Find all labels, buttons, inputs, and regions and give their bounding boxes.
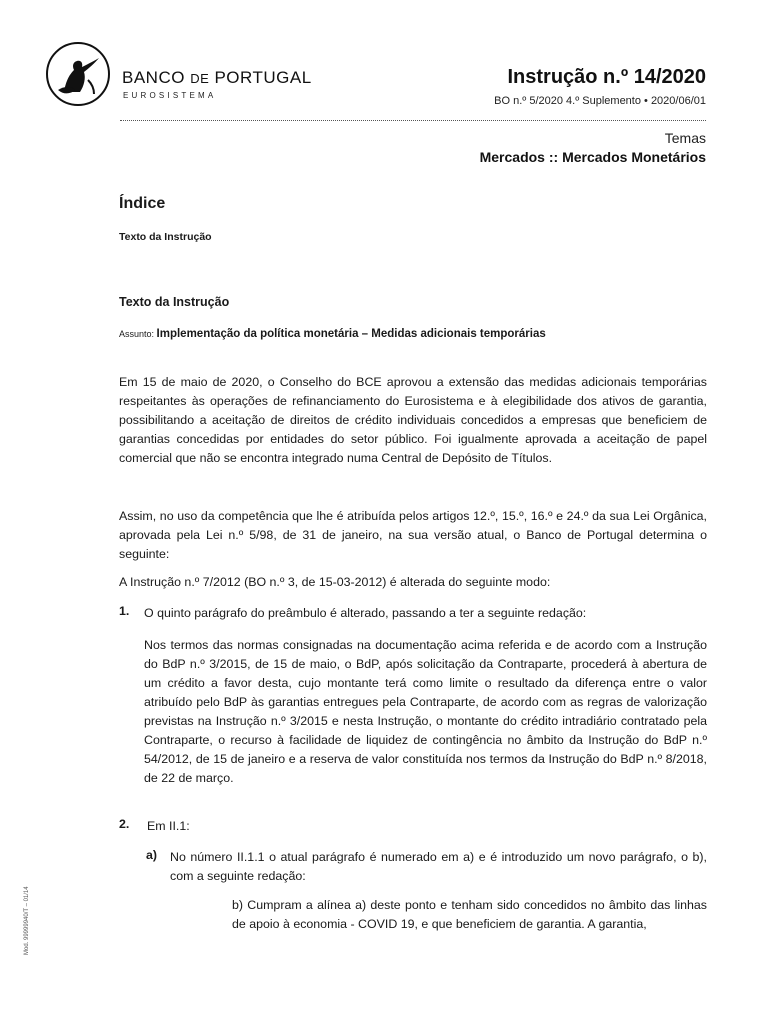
brand-subtitle: EUROSISTEMA: [123, 91, 217, 100]
document-title: Instrução n.º 14/2020: [507, 66, 706, 88]
subitem-letter-a: a): [146, 848, 158, 862]
item-1-text: O quinto parágrafo do preâmbulo é alterado, passando a ter a seguinte redação:: [144, 606, 587, 620]
paragraph-intro: Em 15 de maio de 2020, o Conselho do BCE aprovou a extensão das medidas adicionais temporárias respeitantes às operações de refinanciamento do Eurosistema e à elegibilidade dos ativos de garantia, possibilitando a aceitação de direitos de crédito individuais concedidos a empresas que beneficiem de garantias concedidas por entidades do setor público. Foi igualmente aprovada a aceitação de papel comercial que não se encontra integrado numa Central de Depósito de Títulos.: [119, 375, 707, 465]
item-number-1: 1.: [119, 604, 130, 618]
paragraph-competence: Assim, no uso da competência que lhe é atribuída pelos artigos 12.º, 15.º, 16.º e 24.º da sua Lei Orgânica, aprovada pela Lei n.º 5/98, de 31 de janeiro, na sua versão atual, o Banco de Portugal determina o seguinte:: [119, 509, 707, 561]
subject-line: [119, 324, 546, 342]
item-number-2: 2.: [119, 817, 130, 831]
form-code: Mod. 99999940/T – 01/14: [24, 886, 30, 955]
bank-emblem-logo: [44, 40, 112, 108]
document-meta: BO n.º 5/2020 4.º Suplemento • 2020/06/01: [494, 95, 706, 107]
brand-name: BANCO DE PORTUGAL: [122, 68, 312, 87]
header-divider: [120, 120, 706, 121]
index-link-texto-instrucao[interactable]: Texto da Instrução: [119, 231, 212, 243]
subject-label: Assunto:: [119, 329, 157, 339]
themes-value: Mercados :: Mercados Monetários: [479, 149, 706, 165]
index-heading: Índice: [119, 195, 166, 212]
themes-label: Temas: [664, 130, 706, 146]
section-heading: Texto da Instrução: [119, 295, 230, 309]
item-2-text: Em II.1:: [147, 819, 190, 833]
subitem-a-text: No número II.1.1 o atual parágrafo é numerado em a) e é introduzido um novo parágrafo, o b), com a seguinte redação:: [170, 850, 707, 883]
subitem-b-quoted-text: b) Cumpram a alínea a) deste ponto e tenham sido concedidos no âmbito das linhas de apoio à economia - COVID 19, e que beneficiem de garantia. A garantia,: [232, 898, 707, 931]
subject-value: Implementação da política monetária – Medidas adicionais temporárias: [156, 328, 546, 340]
paragraph-amendment: A Instrução n.º 7/2012 (BO n.º 3, de 15-03-2012) é alterada do seguinte modo:: [119, 575, 551, 589]
item-1-quoted-text: Nos termos das normas consignadas na documentação acima referida e de acordo com a Instrução do BdP n.º 3/2015, de 15 de maio, o BdP, após solicitação da Contraparte, procederá à abertura de um crédito a favor desta, cujo montante terá como limite o resultado da diferença entre o valor atribuído pelo BdP às garantias entregues pela Contraparte, de acordo com as regras de valorização previstas na Instrução n.º 3/2015 e nesta Instrução, o montante do crédito intradiário contratado pela Contraparte, o recurso à facilidade de liquidez de contingência no âmbito da Instrução do BdP n.º 54/2012, de 15 de janeiro e a reserva de valor constituída nos termos da Instrução do BdP n.º 8/2018, de 22 de março.: [144, 638, 707, 785]
